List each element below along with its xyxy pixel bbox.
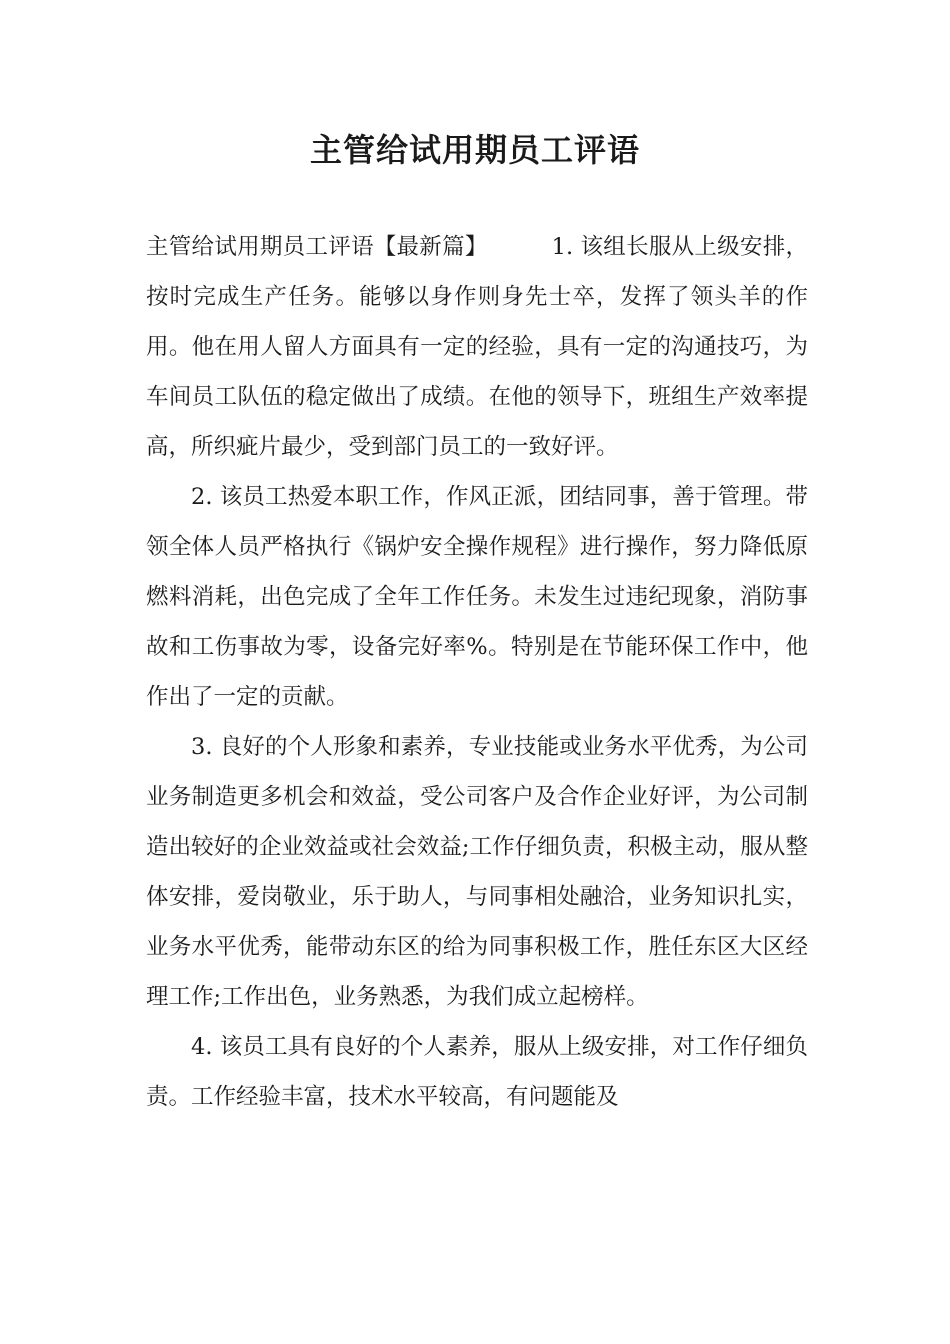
document-title: 主管给试用期员工评语: [309, 131, 640, 169]
lead-heading: 主管给试用期员工评语【最新篇】: [146, 234, 488, 260]
paragraph-4: 4. 该员工具有良好的个人素养，服从上级安排，对工作仔细负责。工作经验丰富，技术水平较高，有问题能及: [146, 1034, 808, 1110]
paragraph-1: [146, 222, 808, 472]
paragraph-1-text: 1. 该组长服从上级安排，按时完成生产任务。能够以身作则身先士卒，发挥了领头羊的作用。他在用人留人方面具有一定的经验，具有一定的沟通技巧，为车间员工队伍的稳定做出了成绩。在他的领导下，班组生产效率提高，所织疵片最少，受到部门员工的一致好评。: [146, 234, 808, 460]
paragraph-3: 3. 良好的个人形象和素养，专业技能或业务水平优秀，为公司业务制造更多机会和效益，受公司客户及合作企业好评，为公司制造出较好的企业效益或社会效益;工作仔细负责，积极主动，服从整体安排，爱岗敬业，乐于助人，与同事相处融洽，业务知识扎实，业务水平优秀，能带动东区的给为同事积极工作，胜任东区大区经理工作;工作出色，业务熟悉，为我们成立起榜样。: [146, 734, 808, 1010]
paragraph-2: 2. 该员工热爱本职工作，作风正派，团结同事，善于管理。带领全体人员严格执行《锅炉安全操作规程》进行操作，努力降低原燃料消耗，出色完成了全年工作任务。未发生过违纪现象，消防事故和工伤事故为零，设备完好率%。特别是在节能环保工作中，他作出了一定的贡献。: [146, 484, 808, 710]
document-body: [146, 222, 808, 1122]
